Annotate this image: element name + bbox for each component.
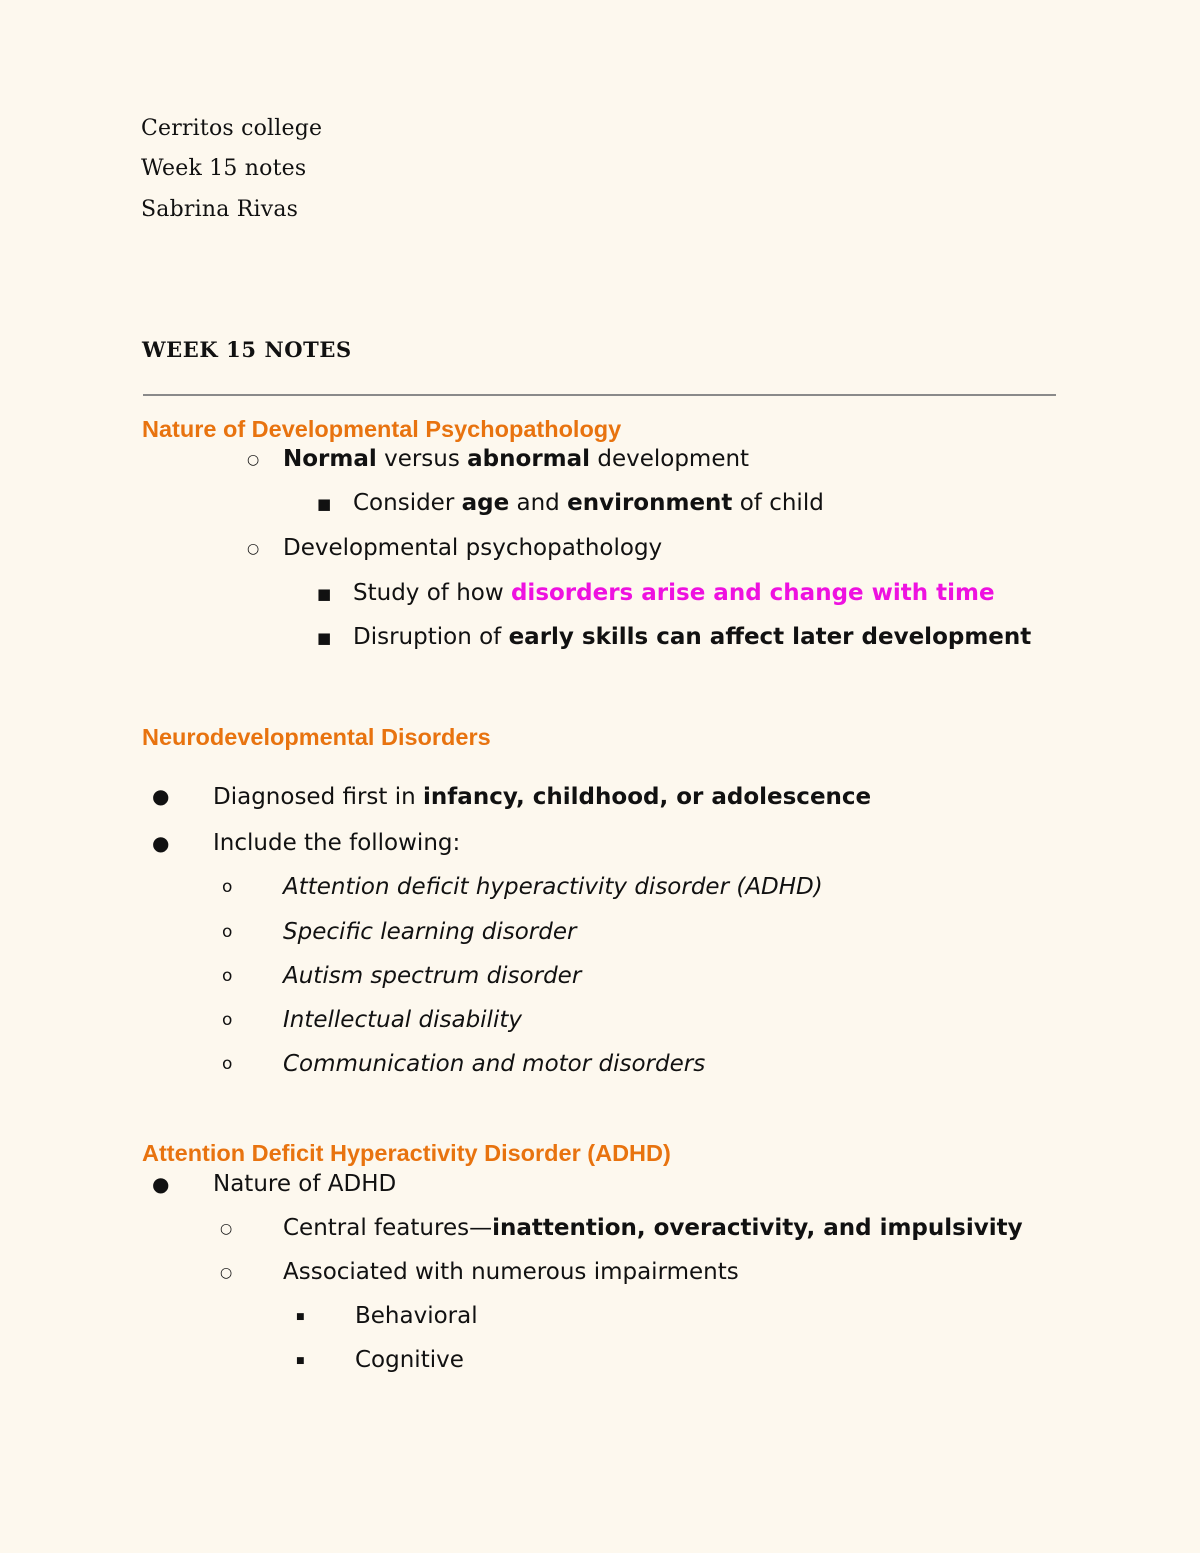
list-item: Attention deficit hyperactivity disorder (ADHD) [283,874,823,900]
list-item: Normal versus abnormal development [283,446,750,472]
list-item: Include the following: [213,830,461,856]
square-bullet-icon: ■ [317,585,332,603]
list-item: Central features—inattention, overactivity, and impulsivity [283,1215,1023,1241]
list-item: Specific learning disorder [283,919,577,945]
list-item: Autism spectrum disorder [283,963,582,989]
filled-bullet-icon: ● [152,1172,170,1196]
list-item: Diagnosed first in infancy, childhood, or adolescence [213,784,872,810]
list-item: Consider age and environment of child [353,490,824,516]
list-item: Disruption of early skills can affect later development [353,624,1032,650]
hollow-circle-bullet-icon: ○ [247,452,260,468]
filled-bullet-icon: ● [152,831,170,855]
hollow-circle-bullet-icon: ○ [247,541,260,557]
list-item: Study of how disorders arise and change with time [353,580,995,606]
filled-bullet-icon: ● [152,784,170,808]
hollow-circle-bullet-icon: ○ [220,1221,233,1237]
college-name: Cerritos college [141,116,323,141]
list-item: Associated with numerous impairments [283,1259,739,1285]
page-title: WEEK 15 NOTES [142,337,352,362]
list-item: Intellectual disability [283,1007,522,1033]
section-heading-nature: Nature of Developmental Psychopathology [142,416,622,442]
square-bullet-icon: ■ [317,495,332,513]
list-item: Developmental psychopathology [283,535,663,561]
list-item: Behavioral [355,1303,478,1329]
list-item: Nature of ADHD [213,1171,397,1197]
horizontal-divider [143,394,1056,396]
square-bullet-icon: ■ [317,629,332,647]
section-heading-adhd: Attention Deficit Hyperactivity Disorder (ADHD) [142,1140,671,1166]
week-label: Week 15 notes [141,156,307,181]
section-heading-neurodevelopmental: Neurodevelopmental Disorders [142,724,491,750]
circle-bullet-icon: o [222,922,233,942]
author-name: Sabrina Rivas [141,197,299,222]
small-square-bullet-icon: ■ [296,1356,305,1366]
list-item: Communication and motor disorders [283,1051,706,1077]
circle-bullet-icon: o [222,877,233,897]
circle-bullet-icon: o [222,1054,233,1074]
circle-bullet-icon: o [222,1010,233,1030]
small-square-bullet-icon: ■ [296,1312,305,1322]
circle-bullet-icon: o [222,966,233,986]
list-item: Cognitive [355,1347,464,1373]
hollow-circle-bullet-icon: ○ [220,1265,233,1281]
